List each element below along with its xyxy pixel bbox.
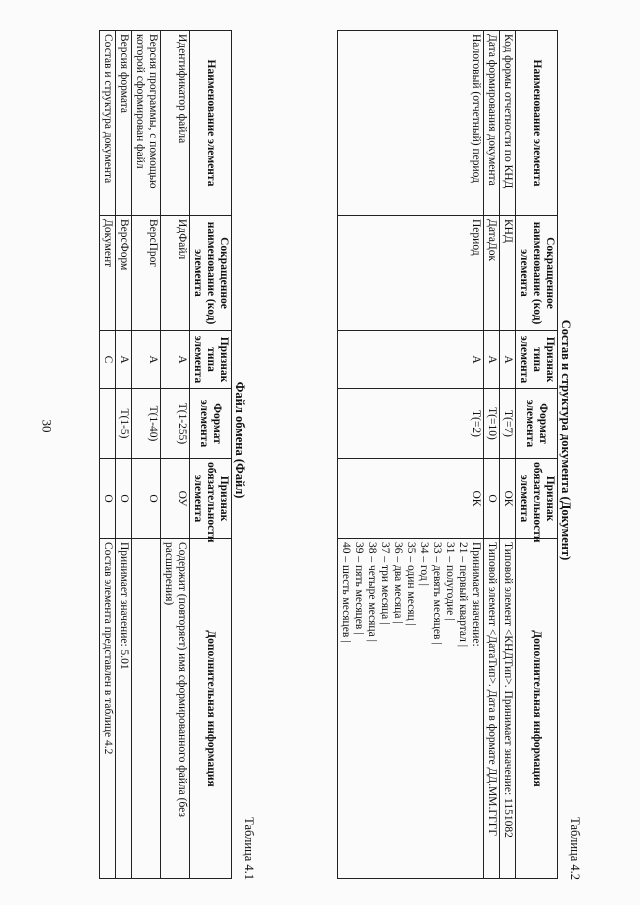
table-cell: О xyxy=(100,459,116,539)
header-cell: Формат элемента xyxy=(516,389,558,459)
table-cell: Идентификатор файла xyxy=(161,31,190,216)
table-cell: Типовой элемент <ДатаТип>. Дата в формате ДД.ММ.ГГГГ xyxy=(484,539,500,879)
table-4-2-block xyxy=(282,30,582,880)
header-cell: Признак типа элемента xyxy=(190,331,232,389)
period-value: 31 – полугодие | xyxy=(444,542,456,621)
period-intro: Принимает значение: xyxy=(470,542,482,647)
period-value: 39 – пять месяцев | xyxy=(353,542,365,635)
table-cell: Дата формирования документа xyxy=(484,31,500,216)
table-cell: А xyxy=(500,331,516,389)
table-cell: Принимает значение: 5.01 xyxy=(116,539,132,879)
period-value: 21 – первый квартал | xyxy=(457,542,469,648)
table-title: Состав и структура документа (Документ) xyxy=(559,319,573,561)
table-row xyxy=(161,31,190,879)
table-cell: T(1-40) xyxy=(132,389,161,459)
table-4-2 xyxy=(337,30,558,879)
table-cell: Версия программы, с помощью которой сформирован файл xyxy=(132,31,161,216)
table-cell: Код формы отчетности по КНД xyxy=(500,31,516,216)
period-value: 38 – четыре месяца | xyxy=(366,542,378,642)
table-cell: ИдФайл xyxy=(161,216,190,331)
table-cell: А xyxy=(161,331,190,389)
table-label: Таблица 4.2 xyxy=(568,817,582,880)
period-value: 37 – три месяца | xyxy=(379,542,391,625)
table-label: Таблица 4.1 xyxy=(242,817,256,880)
header-cell: Сокращенное наименование (код) элемента xyxy=(190,216,232,331)
table-row xyxy=(500,31,516,879)
table-cell: Период xyxy=(338,216,484,331)
table-cell: А xyxy=(116,331,132,389)
table-cell: О xyxy=(132,459,161,539)
period-value: 33 – девять месяцев | xyxy=(431,542,443,645)
table-cell: ВерсПрог xyxy=(132,216,161,331)
table-cell: Содержит (повторяет) имя сформированного файла (без расширения) xyxy=(161,539,190,879)
table-header-row xyxy=(190,31,232,879)
table-cell: А xyxy=(132,331,161,389)
table-cell: T(=7) xyxy=(500,389,516,459)
header-cell: Признак типа элемента xyxy=(516,331,558,389)
table-cell: ОК xyxy=(500,459,516,539)
table-row xyxy=(132,31,161,879)
period-value: 34 – год | xyxy=(418,542,430,586)
table-4-1-block xyxy=(16,30,256,880)
table-cell: Документ xyxy=(100,216,116,331)
table-row xyxy=(116,31,132,879)
table-row xyxy=(484,31,500,879)
table-cell: ВерсФорм xyxy=(116,216,132,331)
table-cell: Состав элемента представлен в таблице 4.2 xyxy=(100,539,116,879)
table-cell: А xyxy=(338,331,484,389)
table-row xyxy=(338,31,484,879)
header-cell: Формат элемента xyxy=(190,389,232,459)
table-cell: Состав и структура документа xyxy=(100,31,116,216)
table-cell: Типовой элемент <КНДТип>. Принимает значение: 1151082 xyxy=(500,539,516,879)
table-cell: T(=2) xyxy=(338,389,484,459)
header-cell: Дополнительная информация xyxy=(516,539,558,879)
table-cell xyxy=(338,539,484,879)
period-value: 36 – два месяца | xyxy=(392,542,404,624)
header-cell: Признак обязательности элемента xyxy=(190,459,232,539)
table-cell: T(=10) xyxy=(484,389,500,459)
table-cell: ОУ xyxy=(161,459,190,539)
page-number: 30 xyxy=(39,419,55,433)
table-cell: С xyxy=(100,331,116,389)
table-title: Файл обмена (Файл) xyxy=(233,381,247,499)
table-cell xyxy=(132,539,161,879)
table-cell: КНД xyxy=(500,216,516,331)
table-cell xyxy=(100,389,116,459)
table-cell: T(1-255) xyxy=(161,389,190,459)
header-cell: Признак обязательности элемента xyxy=(516,459,558,539)
table-cell: Версия формата xyxy=(116,31,132,216)
header-cell: Наименование элемента xyxy=(190,31,232,216)
table-cell: T(1-5) xyxy=(116,389,132,459)
period-value: 35 – один месяц | xyxy=(405,542,417,626)
table-cell: А xyxy=(484,331,500,389)
table-4-1 xyxy=(99,30,232,879)
period-values-list xyxy=(339,542,469,875)
table-cell: О xyxy=(116,459,132,539)
table-cell: О xyxy=(484,459,500,539)
table-cell: ДатаДок xyxy=(484,216,500,331)
header-cell: Наименование элемента xyxy=(516,31,558,216)
header-cell: Сокращенное наименование (код) элемента xyxy=(516,216,558,331)
period-value: 40 – шесть месяцев | xyxy=(340,542,352,643)
header-cell: Дополнительная информация xyxy=(190,539,232,879)
table-cell: ОК xyxy=(338,459,484,539)
table-row xyxy=(100,31,116,879)
table-header-row xyxy=(516,31,558,879)
table-cell: Налоговый (отчетный) период xyxy=(338,31,484,216)
